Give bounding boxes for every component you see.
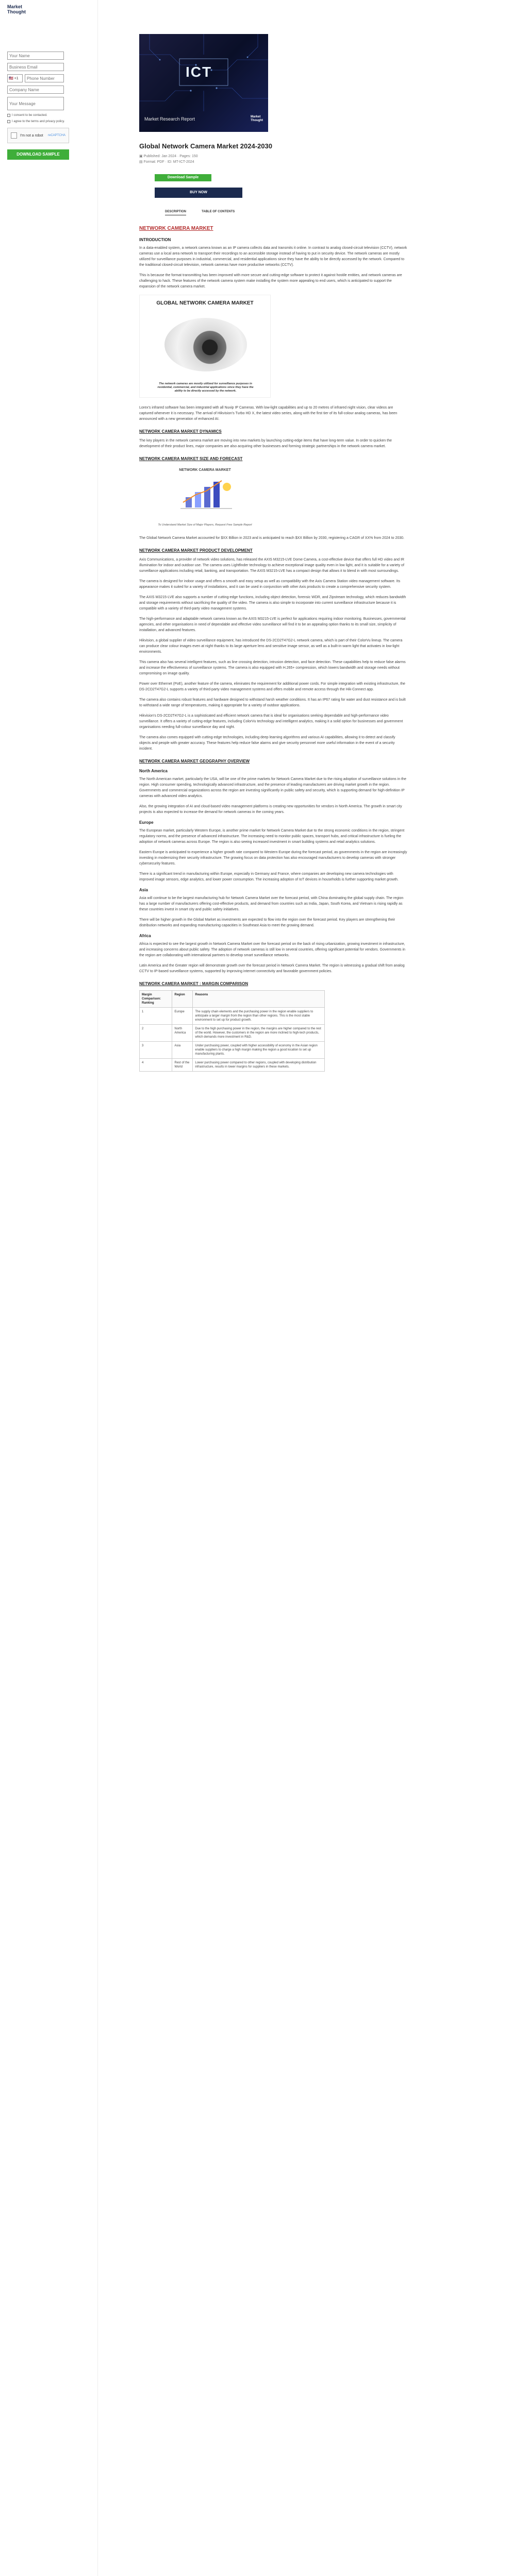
table-cell: 1	[140, 1008, 172, 1025]
report-meta-line1: Published: Jan 2024 · Pages: 150	[143, 155, 198, 158]
figure-2-title: NETWORK CAMERA MARKET	[179, 468, 231, 472]
table-cell: Lower purchasing power compared to other regions, coupled with developing distribution infrastructure, results in lower margins for suppliers in these markets.	[193, 1059, 325, 1072]
lead-form-sidebar	[0, 0, 98, 2576]
table-header-cell: Margin Comparison: Ranking	[140, 991, 172, 1008]
product-paragraph-9: Hikvision's DS-2CD2T47G2-L is a sophisticated and efficient network camera that is ideal for organisations seeking dependable and high-performance video surveillance. It offers a variety of cutting-edge features, including ColorVu technology and intelligent analytics, making it a solid option for businesses and government organisations needing full-colour surveillance day and night.	[139, 714, 403, 729]
product-dev-heading: NETWORK CAMERA MARKET PRODUCT DEVELOPMENT	[139, 548, 253, 553]
product-paragraph-8: The camera also contains robust features and hardware designed to withstand harsh weather conditions. It has an IP67 rating for water and dust resistance and is built to withstand a wide range of temperatures, making it appropriate for a variety of outdoor applications.	[139, 698, 406, 707]
calendar-icon: ▣	[139, 155, 144, 158]
figure-1-title: GLOBAL NETWORK CAMERA MARKET	[156, 300, 254, 306]
table-cell: 3	[140, 1042, 172, 1059]
margin-comparison-table	[139, 990, 325, 1072]
cover-logo	[251, 115, 263, 123]
table-header-cell: Reasons	[193, 991, 325, 1008]
security-camera-image	[164, 318, 247, 371]
name-field[interactable]	[7, 52, 64, 60]
intro-paragraph-2: This is because the format transmitting has been improved with more secure and cutting-edge software to protect it against hostile entities, and network cameras are challenging to hack. These features of the network camera system make installing the system more appealing to end users, which is anticipated to support the expansion of the network camera market.	[139, 274, 402, 289]
report-title: Global Network Camera Market 2024-2030	[139, 142, 272, 150]
europe-paragraph-1: The European market, particularly Western Europe, is another prime market for Network Camera Market due to the strong economic conditions in the region, stringent regulatory norms, and the presence of advanced infrastructure. The increasing need to monitor public spaces, transport hubs, and critical infrastructure is fueling the adoption of network cameras across Europe. The region is also seeing increased investment in smart building systems and retail analytics solutions.	[139, 829, 405, 844]
brand-line1: Market	[7, 4, 23, 9]
cover-logo-line1: Market	[251, 115, 261, 118]
africa-paragraph-1: Africa is expected to see the largest growth in Network Camera Market over the forecast period on the back of rising urbanization, growing investment in infrastructure, and increasing concerns about public safety. The adoption of network cameras is still low in several countries, offering significant potential for vendors. Governments in the region are collaborating with international partners to develop smart surveillance networks.	[139, 942, 405, 957]
consent-checkbox-1[interactable]	[7, 114, 10, 117]
table-cell: Asia	[172, 1042, 193, 1059]
cover-logo-line2: Thought	[251, 119, 263, 122]
figure-1-paragraph: Lorex's infrared software has been integrated with all Nuvip IP Cameras. With low-light capabilities and up to 20 metres of infrared night vision, clear videos are captured whenever it is necessary. The arrival of Hikvision's Turbo HD X, the latest video series, along with the first tier of its full-colour analog cameras, has been announced with a new generation of enhanced AI.	[139, 406, 398, 421]
phone-row	[7, 74, 90, 82]
table-row	[140, 1025, 325, 1042]
table-row	[140, 1008, 325, 1025]
market-illustration-icon	[175, 477, 237, 513]
table-cell: The supply chain elements and the purchasing power in the region enable suppliers to anticipate a larger margin from the region than other regions. This is the most stable environment to set up for product growth.	[193, 1008, 325, 1025]
europe-paragraph-2: Eastern Europe is anticipated to experience a higher growth rate compared to Western Europe during the forecast period, as governments in the region are increasingly investing in modernizing their security infrastructure. The growing focus on data protection has also encouraged manufacturers to develop cameras with stronger cybersecurity features.	[139, 851, 407, 866]
table-cell: Due to the high purchasing power in the region, the margins are higher compared to the rest of the world. However, the customers in the region are more inclined to high-tech products, which demands more investment in R&D.	[193, 1025, 325, 1042]
product-paragraph-10: The camera also comes equipped with cutting-edge technologies, including deep learning algorithms and various AI capabilities, allowing it to detect and classify objects and people with greater accuracy. These features help reduce false alarms and give security personnel more useful information in the event of a security incident.	[139, 736, 395, 751]
brand-logo[interactable]	[7, 4, 26, 14]
figure-1-caption: The network cameras are mostly utilized for surveillance purposes in residential, commercial, and industrial applications since they have the ability to be directly accessed by the network.	[157, 382, 254, 393]
report-meta	[139, 154, 198, 165]
product-paragraph-3: The AXIS M3215-LVE also supports a number of cutting-edge functions, including object detection, forensic WDR, and Zipstream technology, which reduces bandwidth and storage requirements without sacrificing the quality of the video. The camera is also simple to incorporate into current surveillance infrastructure because it is compatible with a variety of third-party video management systems.	[139, 596, 406, 611]
table-cell: 2	[140, 1025, 172, 1042]
intro-heading: INTRODUCTION	[139, 238, 171, 242]
message-field[interactable]	[7, 97, 64, 110]
table-cell: Under purchasing power, coupled with higher accessibility of economy in the Asian region enable suppliers to charge a high margin making the region a good location to set up manufacturing plants.	[193, 1042, 325, 1059]
recaptcha-widget	[7, 128, 69, 143]
product-paragraph-5: Hikvision, a global supplier of video surveillance equipment, has introduced the DS-2CD2T47G2-L network camera, which is part of their ColorVu lineup. The camera can produce clear colour images even at night thanks to its large aperture lens and sensitive image sensor, as well as a built-in warm light that activates in low-light environments.	[139, 639, 403, 654]
table-cell: North America	[172, 1025, 193, 1042]
market-figure-1	[139, 295, 271, 398]
table-row	[140, 1059, 325, 1072]
geography-heading: NETWORK CAMERA MARKET GEOGRAPHY OVERVIEW	[139, 759, 250, 764]
asia-heading: Asia	[139, 888, 148, 892]
margin-comparison-heading: NETWORK CAMERA MARKET : MARGIN COMPARISON	[139, 981, 249, 986]
cover-ict-title: ICT	[186, 64, 212, 80]
report-tabs	[165, 210, 235, 215]
figure-2-caption[interactable]: To Understand Market Size of Major Players, Request Free Sample Report	[158, 523, 252, 527]
product-paragraph-7: Power over Ethernet (PoE), another feature of the camera, eliminates the requirement for additional power cords. For simple integration with existing infrastructure, the DS-2CD2T47G2-L supports a variety of third-party video management systems and offers mobile and remote access through the Hik-Connect app.	[139, 682, 405, 691]
europe-paragraph-3: There is a significant trend in manufacturing within Europe, especially in Germany and France, where companies are developing new camera technologies with improved image sensors, edge analytics, and lower power consumption. The increasing adoption of IoT devices in households is further supporting market growth.	[139, 872, 399, 882]
dynamics-paragraph-1: The key players in the network camera market are moving into new markets by launching cutting-edge items that have long-term value. In order to quicken the development of their product lines, major companies are also acquiring other businesses and forming strategic partnerships in the network camera market.	[139, 439, 392, 448]
consent-checkbox-2[interactable]	[7, 120, 10, 123]
recaptcha-label: I'm not a robot	[20, 133, 43, 138]
africa-heading: Africa	[139, 934, 151, 938]
table-row	[140, 1042, 325, 1059]
report-meta-line2: Format: PDF · ID: MT-ICT-2024	[143, 160, 194, 164]
product-paragraph-6: This camera also has several intelligent features, such as line crossing detection, intrusion detection, and face detection. These capabilities help to reduce false alarms and increase the effectiveness of surveillance systems. The camera is also equipped with H.265+ compression, which lowers bandwidth and storage needs without compromising on image quality.	[139, 660, 406, 675]
europe-heading: Europe	[139, 820, 154, 825]
table-header-cell: Region	[172, 991, 193, 1008]
intro-paragraph-1: In a data-enabled system, a network camera known as an IP camera collects data and transmits it online. In contrast to analog closed-circuit television (CCTV), network cameras use a local area network to transport their recordings to an accessible storage instead of having to put in security device. The network cameras are mostly utilized for surveillance purposes in industrial, commercial, and residential applications since they have the ability to be directly accessed by the network. Compared to the traditional closed-circuit television, network cameras have more productive networks (CCTV).	[139, 246, 407, 267]
market-figure-2	[139, 466, 271, 528]
size-forecast-heading: NETWORK CAMERA MARKET SIZE AND FORECAST	[139, 456, 243, 461]
phone-field[interactable]	[25, 74, 64, 82]
tab-description[interactable]: DESCRIPTION	[165, 210, 186, 215]
table-cell: 4	[140, 1059, 172, 1072]
product-paragraph-4: The high-performance and adaptable network camera known as the AXIS M3215-LVE is perfect for applications requiring indoor monitoring. Businesses, governmental agencies, and other organisations in need of dependable and effective video surveillance will find it to be an appealing option thanks to its small size, simplicity of installation, and advanced features.	[139, 617, 406, 632]
recaptcha-checkbox[interactable]	[11, 132, 17, 139]
north-america-paragraph-1: The North American market, particularly the USA, will be one of the prime markets for Network Camera Market due to the rising adoption of surveillance solutions in the region. High consumer spending, technologically advanced infrastructure, and the presence of leading manufacturers are driving market growth in the region. Governments and commercial organizations across the region are investing significantly in public safety and security, which is supporting demand for high-definition IP cameras with advanced video analytics.	[139, 777, 406, 798]
product-paragraph-1: Axis Communications, a provider of network video solutions, has released the AXIS M3215-LVE Dome Camera, a cost-effective device that offers full HD video and IR illumination for indoor and outdoor use. The camera uses Lightfinder technology to achieve exceptional image quality even in low light, and it is suitable for a variety of surveillance applications including retail, banking, and transportation. The AXIS M3215-LVE has a compact design that allows it to blend in with most surroundings.	[139, 558, 404, 573]
recaptcha-logo-icon: reCAPTCHA	[47, 134, 65, 137]
brand-line2: Thought	[7, 9, 26, 14]
table-cell: Europe	[172, 1008, 193, 1025]
report-cover-image	[139, 34, 268, 132]
email-field[interactable]	[7, 63, 64, 71]
consent-label-1: I consent to be contacted.	[12, 114, 47, 117]
size-paragraph: The Global Network Camera Market accounted for $XX Billion in 2023 and is anticipated to reach $XX Billion by 2030, registering a CAGR of XX% from 2024 to 2030.	[139, 536, 404, 540]
tab-table-of-contents[interactable]: TABLE OF CONTENTS	[202, 210, 235, 213]
dynamics-heading: NETWORK CAMERA MARKET DYNAMICS	[139, 429, 222, 434]
download-sample-button[interactable]: DOWNLOAD SAMPLE	[7, 149, 69, 160]
asia-paragraph-1: Asia will continue to be the largest manufacturing hub for Network Camera Market over the forecast period, with China dominating the global supply chain. The region has a large number of manufacturers offering cost-effective products, and demand from countries such as India, Japan, South Korea, and Vietnam is rising rapidly as these countries invest in smart city and public safety initiatives.	[139, 896, 404, 911]
cover-subtitle: Market Research Report	[144, 116, 195, 122]
table-cell: Rest of the World	[172, 1059, 193, 1072]
table-header-row	[140, 991, 325, 1008]
consent-label-2: I agree to the terms and privacy policy.	[12, 120, 65, 123]
report-description	[139, 226, 407, 1072]
buy-now-button[interactable]: BUY NOW	[155, 188, 242, 198]
sample-request-form	[7, 52, 90, 160]
north-america-paragraph-2: Also, the growing integration of AI and cloud-based video management platforms is creating new opportunities for vendors in North America. The growth in smart city projects is also expected to increase the demand for network cameras in the coming years.	[139, 805, 402, 814]
main-heading: NETWORK CAMERA MARKET	[139, 226, 213, 231]
document-icon: ▤	[139, 160, 144, 164]
company-field[interactable]	[7, 86, 64, 94]
consent-row-1	[7, 113, 69, 117]
product-paragraph-2: The camera is designed for indoor usage and offers a smooth and easy setup as well as compatibility with the Axis Camera Station video management software. Its appearance makes it suited for a variety of installations, and it can be used in conjunction with other Axis products to create a comprehensive security system.	[139, 580, 401, 589]
africa-paragraph-2: Latin America and the Greater region will demonstrate growth over the forecast period in Network Camera Market. The region is witnessing a gradual shift from analog CCTV to IP-based surveillance systems, supported by improving internet connectivity and favorable government policies.	[139, 964, 405, 973]
north-america-heading: North America	[139, 769, 168, 773]
country-code-select[interactable]: 🇺🇸 +1	[7, 74, 23, 82]
asia-paragraph-2: There will be higher growth in the Global Market as investments are expected to flow into the region over the forecast period. Key players are strengthening their distribution networks and expanding manufacturing capacities in Southeast Asia to meet the growing demand.	[139, 918, 395, 927]
consent-row-2	[7, 120, 69, 124]
request-sample-button[interactable]: Download Sample	[155, 174, 211, 181]
